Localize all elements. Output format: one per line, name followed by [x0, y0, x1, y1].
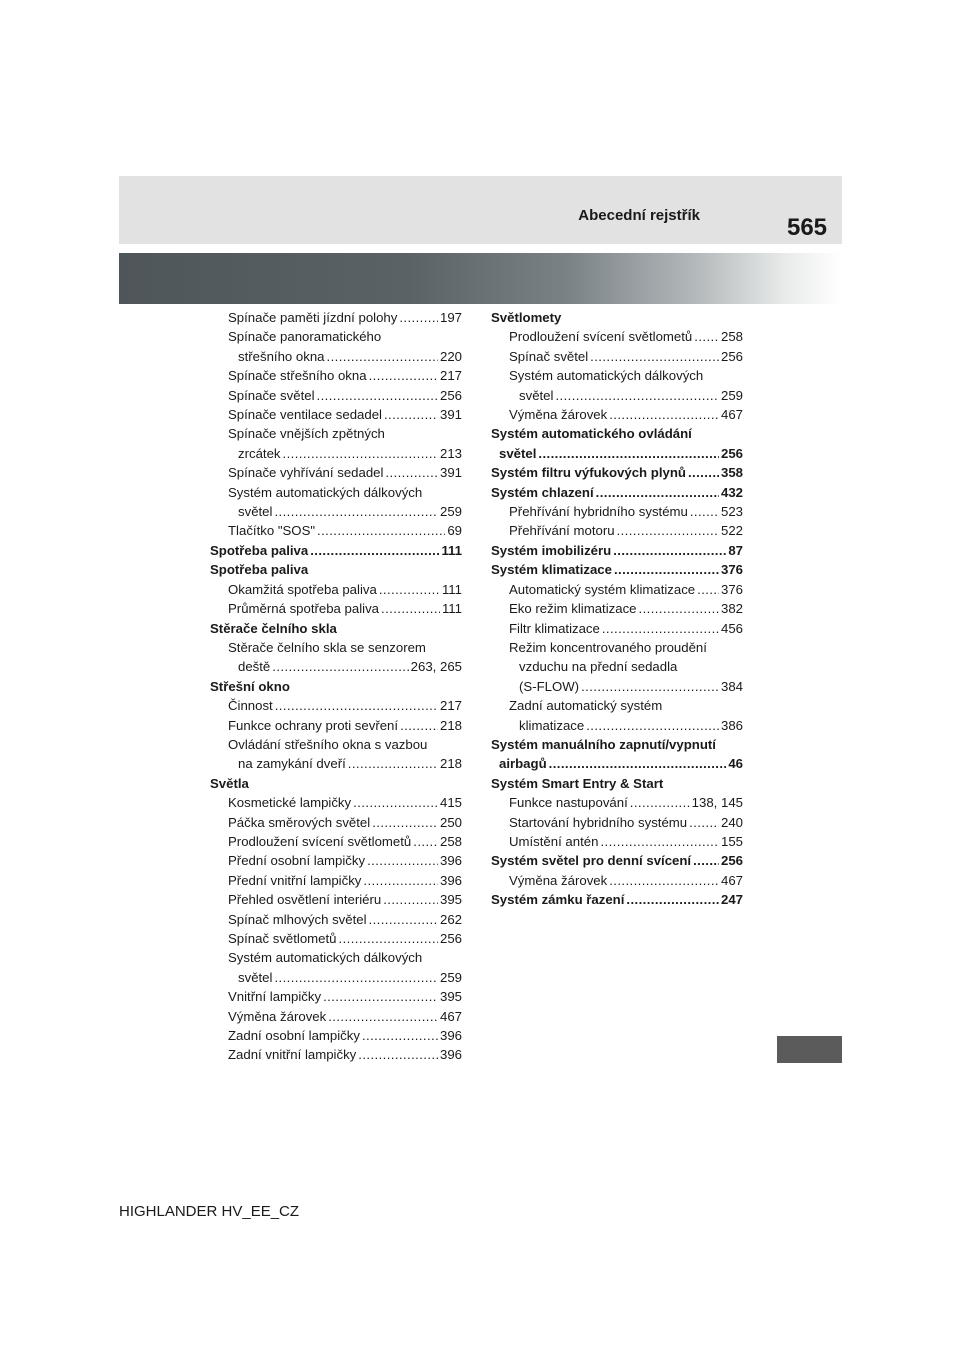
index-entry — [491, 619, 743, 638]
index-entry — [210, 599, 462, 618]
index-entry-text: Spínač světel — [509, 348, 589, 364]
index-entry-page: 259 — [439, 969, 462, 985]
index-entry — [491, 541, 743, 560]
index-entry-page: 138, 145 — [691, 795, 743, 811]
index-entry-page: 384 — [720, 678, 743, 694]
leader-dots — [272, 657, 408, 676]
index-entry — [491, 735, 743, 754]
index-entry-text: Systém automatických dálkových — [228, 484, 423, 500]
index-entry — [210, 754, 462, 773]
leader-dots — [353, 793, 438, 812]
index-entry-text: Funkce ochrany proti sevření — [228, 717, 399, 733]
index-entry-text: Přední osobní lampičky — [228, 853, 366, 869]
index-entry — [210, 910, 462, 929]
index-entry-text: Tlačítko "SOS" — [228, 523, 316, 539]
leader-dots — [367, 851, 438, 870]
leader-dots — [339, 929, 438, 948]
index-entry-page: 155 — [720, 833, 743, 849]
index-entry-page: 220 — [439, 348, 462, 364]
index-entry-page: 396 — [439, 872, 462, 888]
index-entry — [491, 716, 743, 735]
index-entry-page: 258 — [439, 833, 462, 849]
index-entry-text: Světlomety — [491, 310, 562, 325]
leader-dots — [369, 910, 438, 929]
index-entry-text: Systém automatických dálkových — [509, 368, 704, 384]
leader-dots — [694, 327, 719, 346]
index-entry-text: Funkce nastupování — [509, 795, 628, 811]
header-bar — [119, 176, 842, 244]
index-entry — [210, 696, 462, 715]
leader-dots — [690, 502, 719, 521]
index-entry-page: 259 — [439, 504, 462, 520]
index-entry-text: Systém imobilizéru — [491, 542, 612, 558]
leader-dots — [274, 968, 438, 987]
index-entry — [491, 677, 743, 696]
index-entry — [210, 987, 462, 1006]
index-entry — [491, 871, 743, 890]
index-entry — [491, 483, 743, 502]
index-entry — [210, 677, 462, 696]
leader-dots — [310, 541, 439, 560]
index-entry — [491, 424, 743, 443]
index-entry-text: Přehřívání motoru — [509, 523, 615, 539]
leader-dots — [400, 716, 438, 735]
index-entry-page: 262 — [439, 911, 462, 927]
index-entry-text: Eko režim klimatizace — [509, 601, 637, 617]
index-entry-text: Spotřeba paliva — [210, 562, 309, 578]
leader-dots — [384, 405, 438, 424]
index-entry-page: 87 — [728, 542, 743, 558]
index-entry — [491, 347, 743, 366]
index-entry-page: 386 — [720, 717, 743, 733]
index-entry-page: 46 — [728, 756, 743, 772]
leader-dots — [399, 308, 438, 327]
leader-dots — [688, 463, 719, 482]
index-entry-text: Spínače vyhřívání sedadel — [228, 465, 384, 481]
index-entry-text: světel — [238, 969, 273, 985]
footer-model-code: HIGHLANDER HV_EE_CZ — [119, 1203, 300, 1220]
index-entry-text: Ovládání střešního okna s vazbou — [228, 736, 428, 752]
index-entry-page: 432 — [720, 484, 743, 500]
leader-dots — [614, 560, 719, 579]
index-column-right — [491, 308, 743, 910]
leader-dots — [372, 813, 438, 832]
index-entry-page: 240 — [720, 814, 743, 830]
leader-dots — [381, 599, 440, 618]
index-entry-text: Filtr klimatizace — [509, 620, 600, 636]
index-entry — [491, 832, 743, 851]
index-entry-page: 218 — [439, 756, 462, 772]
index-entry — [491, 754, 743, 773]
index-entry-text: Spínače vnějších zpětných — [228, 426, 385, 442]
index-entry-text: Systém automatických dálkových — [228, 950, 423, 966]
leader-dots — [362, 1026, 438, 1045]
index-entry — [491, 405, 743, 424]
index-entry-text: Spínače světel — [228, 387, 315, 403]
index-entry-text: Zadní automatický systém — [509, 698, 663, 714]
index-entry — [210, 502, 462, 521]
index-entry-text: Spínače ventilace sedadel — [228, 407, 382, 423]
index-entry — [210, 716, 462, 735]
index-entry-page: 69 — [447, 523, 462, 539]
index-entry-text: Prodloužení svícení světlometů — [228, 833, 412, 849]
index-entry — [210, 463, 462, 482]
index-entry — [210, 347, 462, 366]
index-entry — [491, 599, 743, 618]
leader-dots — [413, 832, 438, 851]
index-entry — [210, 1026, 462, 1045]
index-entry — [210, 560, 462, 579]
index-entry-page: 256 — [439, 387, 462, 403]
index-entry — [210, 948, 462, 967]
leader-dots — [549, 754, 727, 773]
index-entry-page: 376 — [720, 581, 743, 597]
leader-dots — [327, 347, 438, 366]
leader-dots — [617, 521, 719, 540]
index-entry — [491, 813, 743, 832]
index-entry-page: 256 — [720, 853, 743, 869]
leader-dots — [602, 619, 719, 638]
leader-dots — [385, 463, 438, 482]
index-entry-text: Vnitřní lampičky — [228, 989, 322, 1005]
index-entry-text: Průměrná spotřeba paliva — [228, 601, 380, 617]
index-entry — [210, 308, 462, 327]
index-entry — [210, 851, 462, 870]
index-entry-text: Umístění antén — [509, 833, 599, 849]
index-entry-text: Výměna žárovek — [509, 872, 608, 888]
leader-dots — [348, 754, 438, 773]
index-entry-page: 467 — [720, 407, 743, 423]
index-entry-text: Režim koncentrovaného proudění — [509, 639, 707, 655]
leader-dots — [538, 444, 719, 463]
index-entry-page: 111 — [441, 581, 462, 597]
index-entry — [210, 483, 462, 502]
index-entry-page: 256 — [720, 348, 743, 364]
leader-dots — [630, 793, 690, 812]
index-entry-text: Spínače paměti jízdní polohy — [228, 310, 398, 325]
index-entry-text: na zamykání dveří — [238, 756, 346, 772]
index-entry — [491, 580, 743, 599]
index-entry-text: světel — [238, 504, 273, 520]
leader-dots — [590, 347, 719, 366]
index-entry-page: 217 — [439, 368, 462, 384]
leader-dots — [369, 366, 438, 385]
leader-dots — [600, 832, 719, 851]
index-entry-page: 218 — [439, 717, 462, 733]
leader-dots — [363, 871, 438, 890]
index-entry-page: 395 — [439, 989, 462, 1005]
leader-dots — [689, 813, 719, 832]
index-entry-page: 263, 265 — [410, 659, 462, 675]
index-entry — [491, 502, 743, 521]
leader-dots — [317, 386, 438, 405]
leader-dots — [596, 483, 719, 502]
index-entry-text: Prodloužení svícení světlometů — [509, 329, 693, 345]
index-entry-text: Přehřívání hybridního systému — [509, 504, 688, 520]
leader-dots — [609, 405, 719, 424]
index-entry-page: 523 — [720, 504, 743, 520]
index-entry — [210, 366, 462, 385]
leader-dots — [693, 851, 719, 870]
index-entry-text: světel — [499, 445, 537, 461]
index-entry — [491, 560, 743, 579]
index-entry — [210, 657, 462, 676]
index-entry-page: 415 — [439, 795, 462, 811]
index-entry-page: 456 — [720, 620, 743, 636]
index-entry-text: Systém chlazení — [491, 484, 594, 500]
index-entry-text: Spotřeba paliva — [210, 542, 309, 558]
index-entry-text: (S-FLOW) — [519, 678, 580, 694]
leader-dots — [581, 677, 719, 696]
index-entry-text: Systém Smart Entry & Start — [491, 775, 664, 791]
leader-dots — [283, 444, 438, 463]
index-entry — [491, 774, 743, 793]
index-entry-text: střešního okna — [238, 348, 325, 364]
index-entry-text: Systém filtru výfukových plynů — [491, 465, 686, 481]
index-entry — [210, 405, 462, 424]
leader-dots — [555, 386, 719, 405]
index-entry-page: 256 — [720, 445, 743, 461]
index-entry-text: Přehled osvětlení interiéru — [228, 892, 382, 908]
index-entry-page: 256 — [439, 931, 462, 946]
index-entry — [491, 521, 743, 540]
index-entry-page: 522 — [720, 523, 743, 539]
index-entry-text: klimatizace — [519, 717, 585, 733]
index-entry-text: Spínač světlometů — [228, 931, 337, 946]
index-entry — [210, 1045, 462, 1064]
leader-dots — [379, 580, 440, 599]
index-entry-page: 247 — [720, 892, 743, 908]
index-entry-text: Stěrače čelního skla se senzorem — [228, 639, 426, 655]
index-entry-text: Střešní okno — [210, 678, 290, 694]
index-entry-page: 396 — [439, 1047, 462, 1063]
index-entry-page: 259 — [720, 387, 743, 403]
index-entry-text: Systém automatického ovládání — [491, 426, 692, 442]
leader-dots — [323, 987, 438, 1006]
index-entry — [491, 657, 743, 676]
index-entry — [210, 386, 462, 405]
index-entry-text: Automatický systém klimatizace — [509, 581, 696, 597]
index-entry — [491, 386, 743, 405]
index-entry-page: 197 — [439, 310, 462, 325]
index-entry-text: Systém manuálního zapnutí/vypnutí — [491, 736, 716, 752]
index-entry — [210, 424, 462, 443]
index-entry-text: zrcátek — [238, 445, 281, 461]
index-entry-text: Přední vnitřní lampičky — [228, 872, 362, 888]
leader-dots — [609, 871, 719, 890]
index-entry — [210, 735, 462, 754]
index-entry-page: 391 — [439, 407, 462, 423]
index-entry — [210, 521, 462, 540]
index-entry-page: 395 — [439, 892, 462, 908]
index-entry — [210, 541, 462, 560]
index-entry-page: 250 — [439, 814, 462, 830]
index-entry-text: Startování hybridního systému — [509, 814, 688, 830]
index-entry — [491, 638, 743, 657]
index-entry — [210, 793, 462, 812]
index-entry — [491, 793, 743, 812]
leader-dots — [613, 541, 726, 560]
index-entry — [210, 1007, 462, 1026]
index-entry-text: Systém klimatizace — [491, 562, 612, 578]
index-entry — [491, 890, 743, 909]
page-number: 565 — [786, 214, 828, 241]
index-entry — [210, 968, 462, 987]
index-entry-text: airbagů — [499, 756, 547, 772]
leader-dots — [274, 502, 438, 521]
index-entry — [210, 871, 462, 890]
index-entry-page: 391 — [439, 465, 462, 481]
index-entry-page: 111 — [441, 542, 462, 558]
leader-dots — [697, 580, 719, 599]
index-entry — [491, 444, 743, 463]
index-entry-text: Stěrače čelního skla — [210, 620, 337, 636]
index-entry-text: Činnost — [228, 698, 273, 714]
index-entry-text: Spínače střešního okna — [228, 368, 367, 384]
index-entry — [210, 580, 462, 599]
index-entry — [491, 327, 743, 346]
index-entry — [210, 929, 462, 948]
section-title: Abecední rejstřík — [578, 207, 700, 224]
index-entry — [210, 619, 462, 638]
index-entry-text: Zadní vnitřní lampičky — [228, 1047, 357, 1063]
index-entry — [210, 832, 462, 851]
index-entry — [210, 327, 462, 346]
leader-dots — [586, 716, 719, 735]
index-entry — [210, 638, 462, 657]
leader-dots — [317, 521, 445, 540]
chapter-tab — [777, 1036, 842, 1063]
index-entry-page: 396 — [439, 853, 462, 869]
index-entry-page: 358 — [720, 465, 743, 481]
leader-dots — [358, 1045, 438, 1064]
index-entry-text: Zadní osobní lampičky — [228, 1028, 360, 1044]
index-entry — [210, 890, 462, 909]
index-entry-page: 467 — [720, 872, 743, 888]
index-entry-text: Výměna žárovek — [509, 407, 608, 423]
index-entry-text: Systém zámku řazení — [491, 892, 625, 908]
index-entry-text: Kosmetické lampičky — [228, 795, 352, 811]
index-entry-text: Výměna žárovek — [228, 1008, 327, 1024]
leader-dots — [383, 890, 438, 909]
leader-dots — [328, 1007, 438, 1026]
index-entry-page: 213 — [439, 445, 462, 461]
index-entry-page: 382 — [720, 601, 743, 617]
index-entry-page: 396 — [439, 1028, 462, 1044]
index-entry-text: Systém světel pro denní svícení — [491, 853, 692, 869]
index-entry-text: Spínače panoramatického — [228, 329, 382, 345]
index-entry-text: vzduchu na přední sedadla — [519, 659, 678, 675]
leader-dots — [626, 890, 719, 909]
index-entry-page: 111 — [441, 601, 462, 617]
index-entry-text: Okamžitá spotřeba paliva — [228, 581, 377, 597]
index-entry-text: světel — [519, 387, 554, 403]
index-entry — [491, 463, 743, 482]
index-entry-page: 467 — [439, 1008, 462, 1024]
index-entry-text: deště — [238, 659, 271, 675]
index-entry-page: 258 — [720, 329, 743, 345]
index-entry-text: Páčka směrových světel — [228, 814, 371, 830]
leader-dots — [639, 599, 719, 618]
index-entry — [210, 444, 462, 463]
index-entry — [491, 851, 743, 870]
index-entry — [491, 366, 743, 385]
index-entry — [210, 813, 462, 832]
index-entry — [491, 696, 743, 715]
index-entry-page: 217 — [439, 698, 462, 714]
index-column-left — [210, 308, 462, 1065]
index-entry-text: Spínač mlhových světel — [228, 911, 367, 927]
leader-dots — [275, 696, 438, 715]
index-entry-text: Světla — [210, 775, 249, 791]
index-entry-page: 376 — [720, 562, 743, 578]
index-entry — [491, 308, 743, 327]
index-entry — [210, 774, 462, 793]
gradient-band — [119, 253, 842, 304]
